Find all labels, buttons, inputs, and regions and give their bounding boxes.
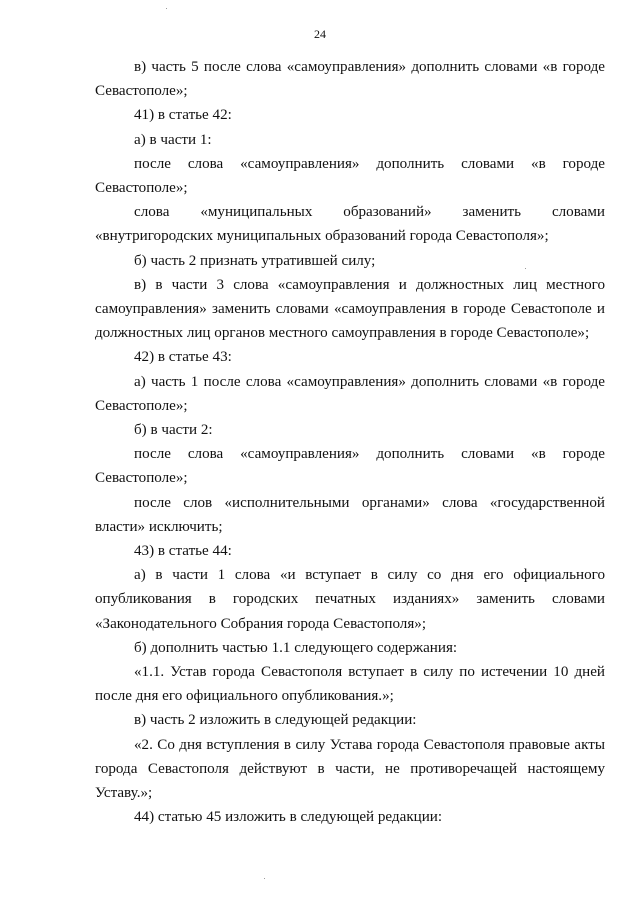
paragraph-3: а) в части 1: bbox=[134, 131, 212, 148]
paragraph-6: б) часть 2 признать утратившей силу; bbox=[134, 252, 376, 269]
paragraph-2: 41) в статье 42: bbox=[134, 107, 232, 124]
paragraph-13: 43) в статье 44: bbox=[134, 543, 232, 560]
paragraph-7: в) в части 3 слова «самоуправления и должностных лиц местного самоуправления» заменить словами «самоуправления в городе Севастополе и должностных лиц органов местного самоуправления в городе Севастополе»; bbox=[95, 276, 605, 342]
paragraph-18: «2. Со дня вступления в силу Устава города Севастополя правовые акты города Севастополя действуют в части, не противоречащей настоящему Уставу.»; bbox=[95, 736, 605, 802]
document-body bbox=[95, 55, 605, 830]
paragraph-10: б) в части 2: bbox=[134, 422, 213, 439]
scan-speck bbox=[264, 878, 265, 879]
scan-speck bbox=[525, 268, 526, 269]
paragraph-12: после слов «исполнительными органами» слова «государственной власти» исключить; bbox=[95, 494, 605, 535]
paragraph-14: а) в части 1 слова «и вступает в силу со дня его официального опубликования в городских печатных изданиях» заменить словами «Законодательного Собрания города Севастополя»; bbox=[95, 567, 605, 632]
paragraph-15: б) дополнить частью 1.1 следующего содержания: bbox=[134, 639, 458, 656]
paragraph-4: после слова «самоуправления» дополнить словами «в городе Севастополе»; bbox=[95, 155, 605, 197]
paragraph-19: 44) статью 45 изложить в следующей редакции: bbox=[134, 809, 443, 826]
scan-speck bbox=[166, 8, 167, 9]
paragraph-1: в) часть 5 после слова «самоуправления» дополнить словами «в городе Севастополе»; bbox=[95, 59, 605, 100]
paragraph-8: 42) в статье 43: bbox=[134, 349, 232, 366]
paragraph-9: а) часть 1 после слова «самоуправления» дополнить словами «в городе Севастополе»; bbox=[95, 373, 605, 414]
paragraph-16: «1.1. Устав города Севастополя вступает в силу по истечении 10 дней после дня его официального опубликования.»; bbox=[95, 664, 605, 705]
paragraph-17: в) часть 2 изложить в следующей редакции: bbox=[134, 712, 417, 729]
paragraph-5: слова «муниципальных образований» заменить словами «внутригородских муниципальных образований города Севастополя»; bbox=[95, 204, 605, 245]
page-number: 24 bbox=[314, 27, 326, 41]
paragraph-11: после слова «самоуправления» дополнить словами «в городе Севастополе»; bbox=[95, 446, 605, 487]
